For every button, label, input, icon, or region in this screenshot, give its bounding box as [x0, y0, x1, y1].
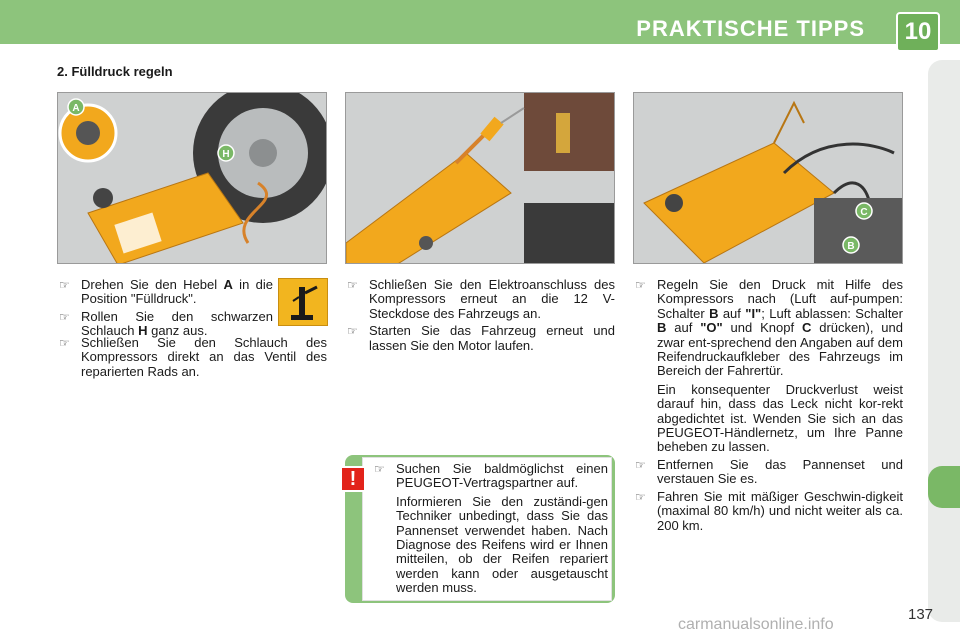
figure-pressure-adjust	[633, 92, 903, 264]
instruction-reconnect-socket: ☞ Schließen Sie den Elektroanschluss des Kompressors erneut an die 12 V-Steckdose des Fahrzeugs an.	[347, 277, 615, 321]
warning-text	[372, 462, 608, 599]
pointing-hand-icon: ☞	[59, 336, 70, 350]
callout-h-badge	[218, 145, 234, 161]
pointing-hand-icon: ☞	[347, 278, 358, 292]
figure-kit-to-wheel	[57, 92, 327, 264]
pointing-hand-icon: ☞	[347, 324, 358, 339]
side-thumb-strip	[928, 60, 960, 622]
pointing-hand-icon: ☞	[635, 457, 646, 472]
column-2-instructions	[345, 278, 615, 356]
figure-electrical-connection	[345, 92, 615, 264]
instruction-drive-moderately: ☞ Fahren Sie mit mäßiger Geschwin-digkeit (maximal 80 km/h) und nicht weiter als ca. 200 km.	[635, 488, 903, 533]
warning-exclamation-icon: !	[340, 466, 366, 492]
pointing-hand-icon: ☞	[59, 309, 70, 324]
side-thumb-tab-active[interactable]	[928, 466, 960, 508]
instruction-adjust-pressure: ☞ Regeln Sie den Druck mit Hilfe des Kompressors nach (Luft auf-pumpen: Schalter B auf "I"; Luft ablassen: Schalter B auf "O" und Knopf C drücken), und zwar ent-sprechend den Angaben auf dem Reifendruckaufkleber des Fahrzeugs im Bereich der Fahrertür.	[635, 277, 903, 379]
callout-b-badge	[843, 237, 859, 253]
callout-c-badge	[856, 203, 872, 219]
svg-text:C: C	[860, 207, 868, 218]
page-header-title: PRAKTISCHE TIPPS	[636, 16, 865, 41]
section-title: 2. Fülldruck regeln	[57, 64, 173, 79]
instruction-turn-lever: ☞ Drehen Sie den Hebel A in die Position "Fülldruck".	[59, 277, 273, 307]
column-1-instructions-continued	[57, 336, 327, 382]
instruction-connect-hose: ☞ Schließen Sie den Schlauch des Kompressors direkt an das Ventil des reparierten Rads an.	[59, 335, 327, 379]
illustration-compressor-wheel	[58, 93, 327, 264]
pointing-hand-icon: ☞	[635, 489, 646, 504]
svg-text:A: A	[72, 103, 80, 114]
instruction-unroll-hose: ☞ Rollen Sie den schwarzen Schlauch H ganz aus.	[59, 308, 273, 339]
pointing-hand-icon: ☞	[374, 462, 385, 476]
page-number: 137	[908, 606, 934, 623]
column-1-instructions	[57, 278, 273, 342]
watermark-text: carmanualsonline.info	[678, 616, 834, 633]
pointing-hand-icon: ☞	[635, 278, 646, 292]
pointing-hand-icon: ☞	[59, 278, 70, 292]
instruction-start-engine: ☞ Starten Sie das Fahrzeug erneut und lassen Sie den Motor laufen.	[347, 323, 615, 353]
illustration-12v-socket	[346, 93, 615, 264]
illustration-pressure-gauge	[634, 93, 903, 264]
svg-text:B: B	[847, 241, 855, 252]
warning-see-dealer: ☞ Suchen Sie baldmöglichst einen PEUGEOT-Vertragspartner auf.	[374, 461, 608, 491]
svg-text:H: H	[222, 149, 230, 160]
pressure-loss-note: Ein konsequenter Druckverlust weist darauf hin, dass das Leck nicht kor-rekt abgedichtet ist. Wenden Sie sich an das PEUGEOT-Händlernetz, um Ihre Panne beheben zu lassen.	[657, 381, 903, 455]
chapter-number-badge: 10	[896, 12, 940, 52]
lever-position-icon	[278, 278, 328, 326]
warning-inform-technician: Informieren Sie den zuständi-gen Techniker unbedingt, dass Sie das Pannenset verwendet haben. Nach Diagnose des Reifens wird er Ihnen mitteilen, ob der Reifen repariert werden kann oder ausgetauscht werden muss.	[396, 493, 608, 596]
column-3-instructions	[633, 278, 903, 536]
callout-a-badge	[68, 99, 84, 115]
instruction-stow-kit: ☞ Entfernen Sie das Pannenset und verstauen Sie es.	[635, 456, 903, 487]
